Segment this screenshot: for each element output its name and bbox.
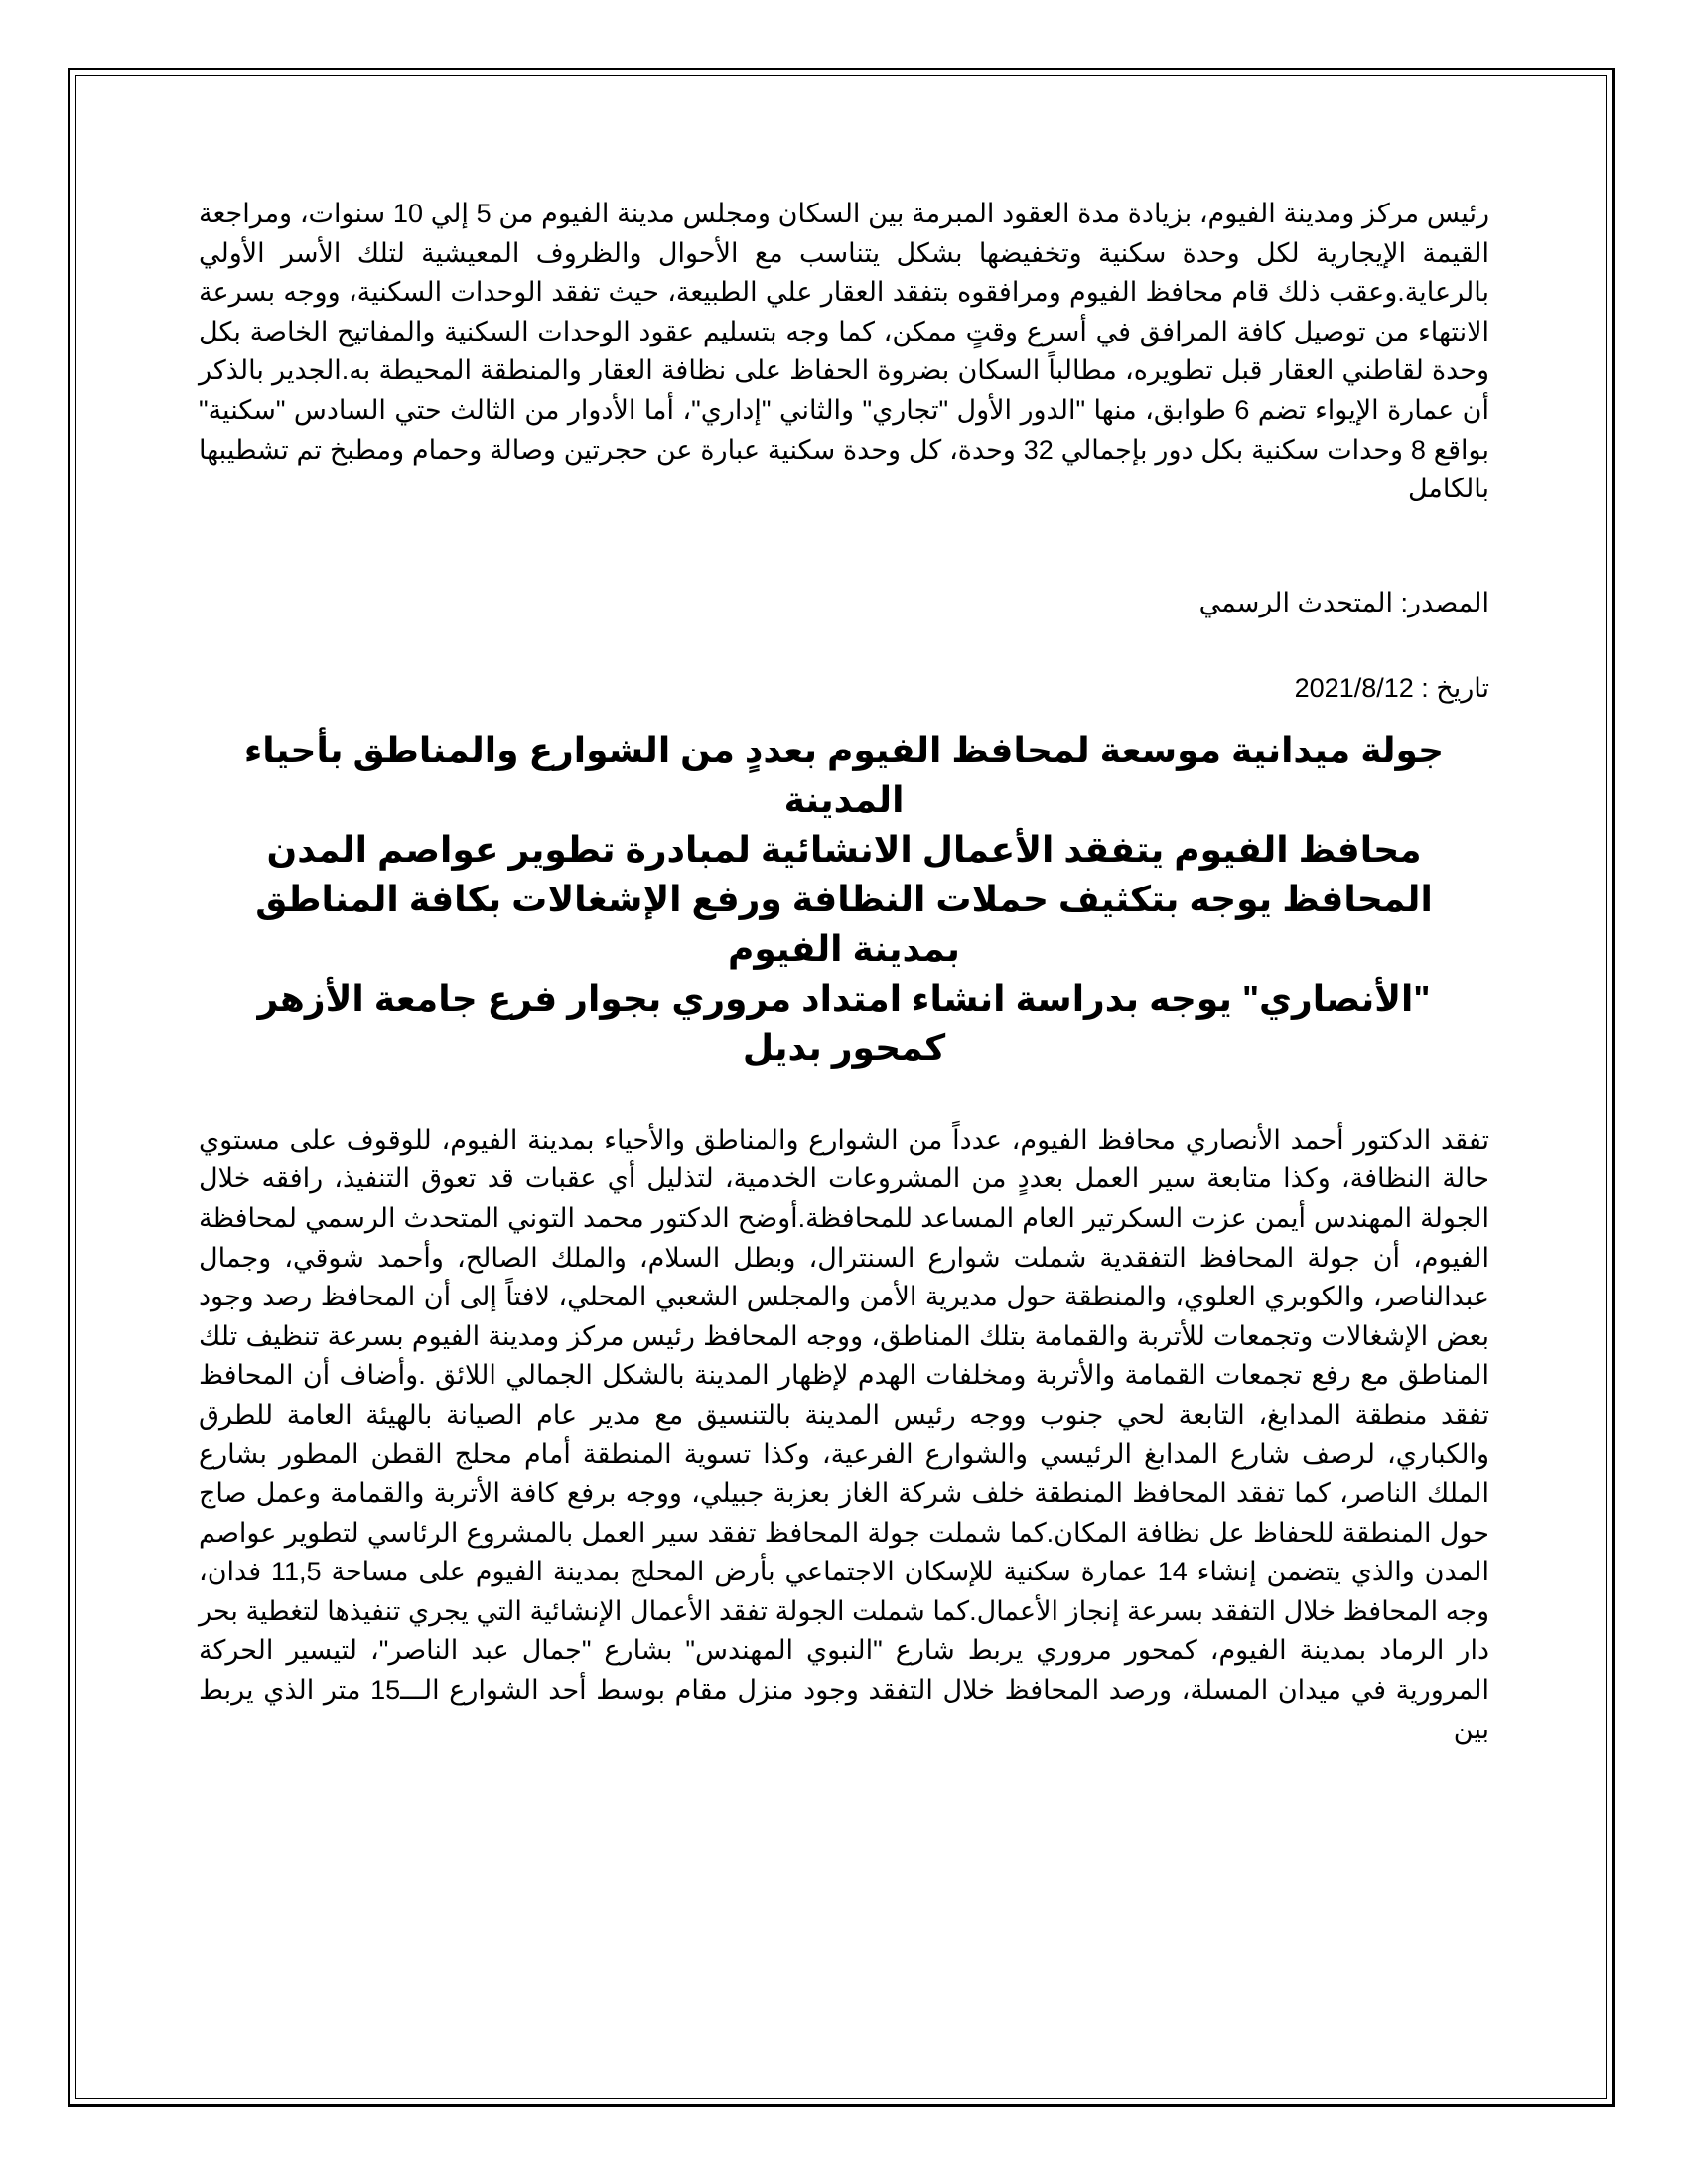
- headline-block: [199, 726, 1489, 1073]
- headline-2: محافظ الفيوم يتفقد الأعمال الانشائية لمبادرة تطوير عواصم المدن: [266, 828, 1422, 870]
- source-line: المصدر: المتحدث الرسمي: [1198, 587, 1489, 617]
- headline-4: "الأنصاري" يوجه بدراسة انشاء امتداد مروري بجوار فرع جامعة الأزهر كمحور بديل: [257, 977, 1431, 1068]
- document-body: [199, 195, 1489, 1749]
- paragraph-continuation: رئيس مركز ومدينة الفيوم، بزيادة مدة العقود المبرمة بين السكان ومجلس مدينة الفيوم من 5 إلي 10 سنوات، ومراجعة القيمة الإيجارية لكل وحدة سكنية وتخفيضها بشكل يتناسب مع الأحوال والظروف المعيشية لتلك الأسر الأولي بالرعاية.وعقب ذلك قام محافظ الفيوم ومرافقوه بتفقد العقار علي الطبيعة، حيث تفقد الوحدات السكنية، ووجه بسرعة الانتهاء من توصيل كافة المرافق في أسرع وقتٍ ممكن، كما وجه بتسليم عقود الوحدات السكنية والمفاتيح الخاصة بكل وحدة لقاطني العقار قبل تطويره، مطالباً السكان بضروة الحفاظ على نظافة العقار والمنطقة المحيطة به.الجدير بالذكر أن عمارة الإيواء تضم 6 طوابق، منها "الدور الأول "تجاري" والثاني "إداري"، أما الأدوار من الثالث حتي السادس "سكنية" بواقع 8 وحدات سكنية بكل دور بإجمالي 32 وحدة، كل وحدة سكنية عبارة عن حجرتين وصالة وحمام ومطبخ تم تشطيبها بالكامل: [199, 199, 1490, 504]
- headline-1: جولة ميدانية موسعة لمحافظ الفيوم بعددٍ من الشوارع والمناطق بأحياء المدينة: [243, 729, 1445, 820]
- headline-3: المحافظ يوجه بتكثيف حملات النظافة ورفع الإشغالات بكافة المناطق بمدينة الفيوم: [255, 878, 1433, 969]
- article-body: تفقد الدكتور أحمد الأنصاري محافظ الفيوم، عدداً من الشوارع والمناطق والأحياء بمدينة الفيوم، للوقوف على مستوي حالة النظافة، وكذا متابعة سير العمل بعددٍ من المشروعات الخدمية، لتذليل أي عقبات قد تعوق التنفيذ، رافقه خلال الجولة المهندس أيمن عزت السكرتير العام المساعد للمحافظة.أوضح الدكتور محمد التوني المتحدث الرسمي لمحافظة الفيوم، أن جولة المحافظ التفقدية شملت شوارع السنترال، وبطل السلام، والملك الصالح، وأحمد شوقي، وجمال عبدالناصر، والكوبري العلوي، والمنطقة حول مديرية الأمن والمجلس الشعبي المحلي، لافتاً إلى أن المحافظ رصد وجود بعض الإشغالات وتجمعات للأتربة والقمامة بتلك المناطق، ووجه المحافظ رئيس مركز ومدينة الفيوم بسرعة تنظيف تلك المناطق مع رفع تجمعات القمامة والأتربة ومخلفات الهدم لإظهار المدينة بالشكل الجمالي اللائق .وأضاف أن المحافظ تفقد منطقة المدابغ، التابعة لحي جنوب ووجه رئيس المدينة بالتنسيق مع مدير عام الصيانة بالهيئة العامة للطرق والكباري، لرصف شارع المدابغ الرئيسي والشوارع الفرعية، وكذا تسوية المنطقة أمام محلج القطن المطور بشارع الملك الناصر، كما تفقد المحافظ المنطقة خلف شركة الغاز بعزبة جبيلي، ووجه برفع كافة الأتربة والقمامة وعمل صاج حول المنطقة للحفاظ عل نظافة المكان.كما شملت جولة المحافظ تفقد سير العمل بالمشروع الرئاسي لتطوير عواصم المدن والذي يتضمن إنشاء 14 عمارة سكنية للإسكان الاجتماعي بأرض المحلج بمدينة الفيوم على مساحة 11,5 فدان، وجه المحافظ خلال التفقد بسرعة إنجاز الأعمال.كما شملت الجولة تفقد الأعمال الإنشائية التي يجري تنفيذها لتغطية بحر دار الرماد بمدينة الفيوم، كمحور مروري يربط شارع "النبوي المهندس" بشارع "جمال عبد الناصر"، لتيسير الحركة المرورية في ميدان المسلة، ورصد المحافظ خلال التفقد وجود منزل مقام بوسط أحد الشوارع الـــ15 متر الذي يربط بين: [199, 1124, 1489, 1744]
- date-line: تاريخ : 2021/8/12: [1294, 672, 1489, 703]
